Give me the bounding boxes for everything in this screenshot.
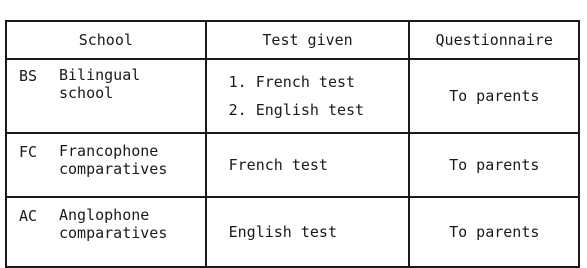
test-cell bbox=[206, 133, 410, 197]
school-name: Anglophone comparatives bbox=[59, 206, 168, 242]
header-test-given: Test given bbox=[206, 21, 410, 59]
school-code: AC bbox=[19, 207, 38, 225]
questionnaire-cell: To parents bbox=[409, 197, 579, 267]
questionnaire-cell: To parents bbox=[409, 133, 579, 197]
header-row bbox=[6, 21, 579, 59]
questionnaire-cell: To parents bbox=[409, 59, 579, 133]
study-design-table bbox=[5, 20, 580, 268]
test-cell bbox=[206, 59, 410, 133]
school-cell bbox=[6, 59, 206, 133]
table-row bbox=[6, 133, 579, 197]
test-item: French test bbox=[228, 156, 328, 174]
school-code: FC bbox=[19, 143, 38, 161]
test-item: 2. English test bbox=[228, 101, 365, 119]
table-row bbox=[6, 59, 579, 133]
test-item: 1. French test bbox=[228, 73, 356, 91]
test-item: English test bbox=[228, 223, 337, 241]
header-school: School bbox=[6, 21, 206, 59]
school-name: Francophone comparatives bbox=[59, 142, 168, 178]
test-cell bbox=[206, 197, 410, 267]
school-code: BS bbox=[19, 67, 38, 85]
school-cell bbox=[6, 197, 206, 267]
header-questionnaire: Questionnaire bbox=[409, 21, 579, 59]
school-name: Bilingual school bbox=[59, 66, 141, 102]
table-row bbox=[6, 197, 579, 267]
school-cell bbox=[6, 133, 206, 197]
